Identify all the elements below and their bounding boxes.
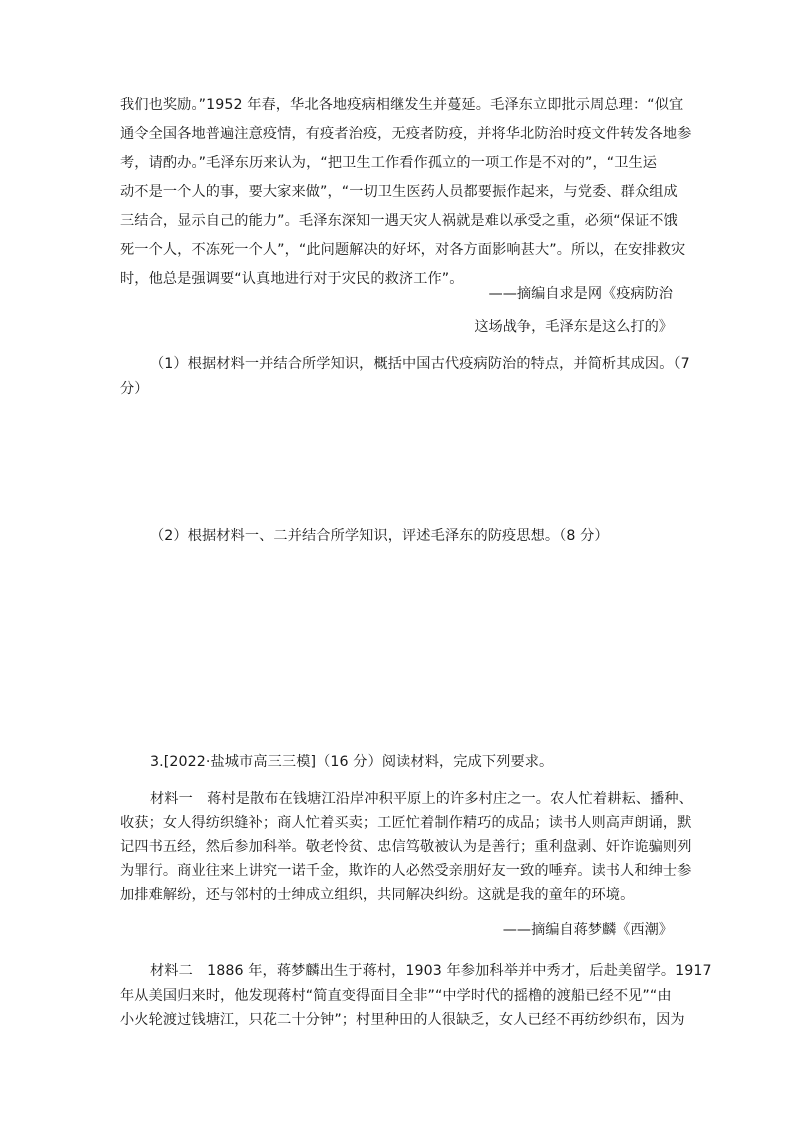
- passage1-line-6: 死一个人，不冻死一个人”，“此问题解决的好坏，对各方面影响甚大”。所以，在安排救灾: [120, 242, 686, 258]
- passage1-line-1: 我们也奖励。”1952 年春，华北各地疫病相继发生并蔓延。毛泽东立即批示周总理：“似宜: [120, 97, 684, 113]
- material1-line-1: 材料一 蒋村是散布在钱塘江沿岸冲积平原上的许多村庄之一。农人忙着耕耘、播种、: [150, 791, 693, 807]
- material1-line-2: 收获；女人得纺织缝补；商人忙着买卖；工匠忙着制作精巧的成品；读书人则高声朗诵，默: [120, 815, 692, 831]
- material2-line-3: 小火轮渡过钱塘江，只花二十分钟”；村里种田的人很缺乏，女人已经不再纺纱织布，因为: [120, 1012, 685, 1028]
- passage1-source-line-1: ——摘编自求是网《疫病防治: [488, 286, 673, 302]
- passage1-line-7: 时，他总是强调要“认真地进行对于灾民的救济工作”。: [120, 271, 464, 287]
- material2-line-2: 年从美国归来时，他发现蒋村“简直变得面目全非”“中学时代的摇橹的渡船已经不见”“由: [120, 988, 672, 1004]
- passage1-line-3: 考，请酌办。”毛泽东历来认为，“把卫生工作看作孤立的一项工作是不对的”，“卫生运: [120, 155, 658, 171]
- passage1-line-2: 通令全国各地普遍注意疫情，有疫者治疫，无疫者防疫，并将华北防治时疫文件转发各地参: [120, 126, 692, 142]
- material1-line-4: 为罪行。商业往来上讲究一诺千金，欺诈的人必然受亲朋好友一致的唾弃。读书人和绅士参: [120, 863, 692, 879]
- material2-line-1: 材料二 1886 年，蒋梦麟出生于蒋村，1903 年参加科举并中秀才，后赴美留学。1917: [150, 963, 712, 979]
- passage1-line-4: 动不是一个人的事，要大家来做”，“一切卫生医药人员都要振作起来，与党委、群众组成: [120, 184, 678, 200]
- question-2: （2）根据材料一、二并结合所学知识，评述毛泽东的防疫思想。（8 分）: [150, 528, 609, 544]
- passage1-source-line-2: 这场战争，毛泽东是这么打的》: [474, 319, 673, 335]
- passage1-line-5: 三结合，显示自己的能力”。毛泽东深知一遇天灾人祸就是难以承受之重，必须“保证不饿: [120, 213, 678, 229]
- material1-source: ——摘编自蒋梦麟《西潮》: [502, 922, 673, 938]
- material1-line-5: 加排难解纷，还与邻村的士绅成立组织，共同解决纠纷。这就是我的童年的环境。: [120, 887, 635, 903]
- question-1-line-1: （1）根据材料一并结合所学知识，概括中国古代疫病防治的特点，并简析其成因。（7: [150, 356, 690, 372]
- material1-line-3: 记四书五经，然后参加科举。敬老怜贫、忠信笃敬被认为是善行；重利盘剥、奸诈诡骗则列: [120, 839, 692, 855]
- question-1-line-2: 分）: [120, 381, 149, 397]
- question-3-header: 3.[2022·盐城市高三三模]（16 分）阅读材料，完成下列要求。: [150, 754, 554, 770]
